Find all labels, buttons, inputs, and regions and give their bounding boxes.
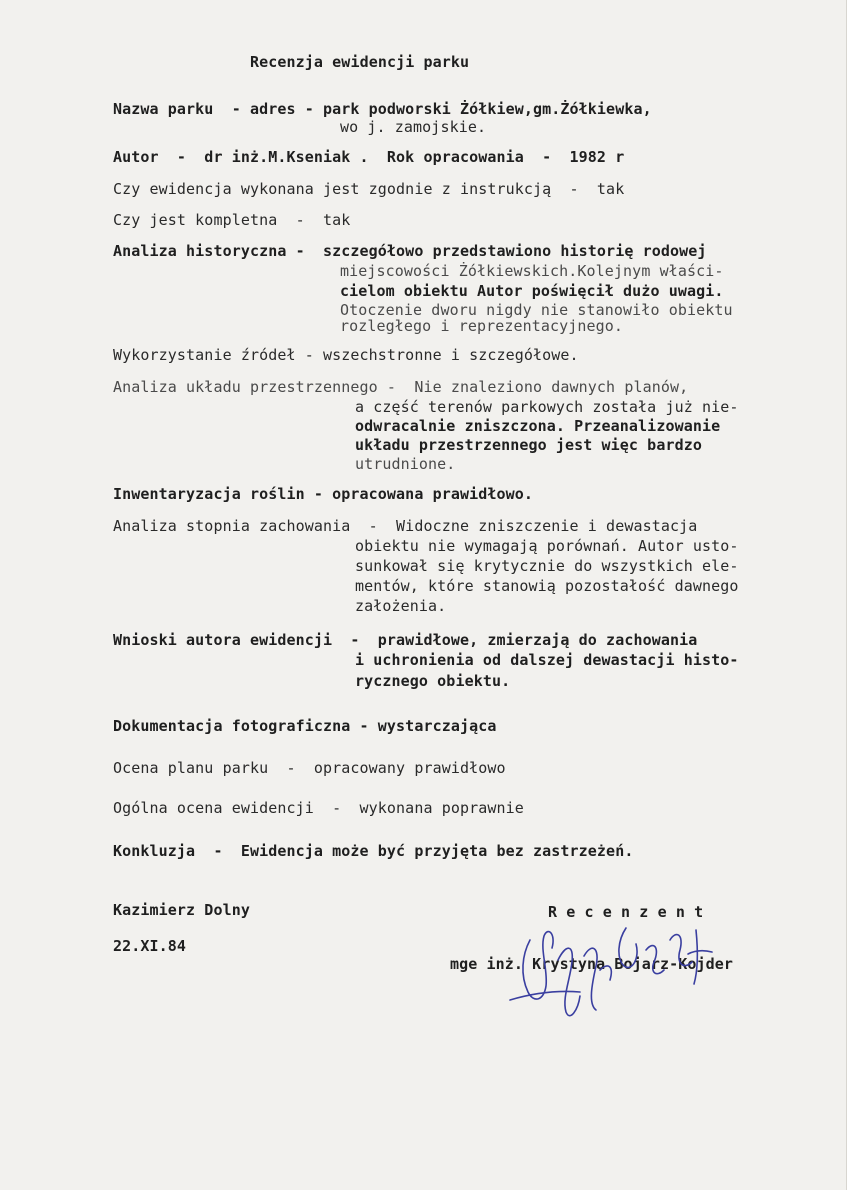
park-name-continuation: wo j. zamojskie. — [340, 118, 487, 136]
handwritten-signature — [500, 900, 720, 1030]
historical-analysis-line-5: rozległego i reprezentacyjnego. — [340, 317, 624, 335]
date-label: 22.XI.84 — [113, 937, 187, 955]
spatial-analysis-line-4: układu przestrzennego jest więc bardzo — [355, 436, 702, 454]
document-title: Recenzja ewidencji parku — [250, 53, 470, 71]
conclusions-line-2: i uchronienia od dalszej dewastacji histo- — [355, 651, 739, 669]
historical-analysis-line-3: cielom obiektu Autor poświęcił dużo uwagi. — [340, 282, 724, 300]
spatial-analysis-line-2: a część terenów parkowych została już nie- — [355, 398, 739, 416]
reviewer-label: R e c e n z e n t — [548, 903, 704, 921]
overall-assessment-line: Ogólna ocena ewidencji - wykonana poprawnie — [113, 799, 524, 817]
park-plan-line: Ocena planu parku - opracowany prawidłowo — [113, 759, 506, 777]
conclusions-line: Wnioski autora ewidencji - prawidłowe, zmierzają do zachowania — [113, 631, 698, 649]
spatial-analysis-line-5: utrudnione. — [355, 455, 456, 473]
preservation-analysis-line-5: założenia. — [355, 597, 447, 615]
place-label: Kazimierz Dolny — [113, 901, 250, 919]
preservation-analysis-line-3: sunkował się krytycznie do wszystkich ele- — [355, 557, 739, 575]
spatial-analysis-line-3: odwracalnie zniszczona. Przeanalizowanie — [355, 417, 721, 435]
plant-inventory-line: Inwentaryzacja roślin - opracowana prawidłowo. — [113, 485, 534, 503]
sources-line: Wykorzystanie źródeł - wszechstronne i szczegółowe. — [113, 346, 579, 364]
historical-analysis-line-2: miejscowości Żółkiewskich.Kolejnym właści- — [340, 262, 724, 280]
preservation-analysis-line-2: obiektu nie wymagają porównań. Autor usto- — [355, 537, 739, 555]
completeness-line: Czy jest kompletna - tak — [113, 211, 351, 229]
historical-analysis-line: Analiza historyczna - szczegółowo przedstawiono historię rodowej — [113, 242, 707, 260]
spatial-analysis-line: Analiza układu przestrzennego - Nie znaleziono dawnych planów, — [113, 378, 689, 396]
conclusions-line-3: rycznego obiektu. — [355, 672, 511, 690]
park-name-line: Nazwa parku - adres - park podworski Żółkiew,gm.Żółkiewka, — [113, 100, 652, 118]
author-line: Autor - dr inż.M.Kseniak . Rok opracowania - 1982 r — [113, 148, 625, 166]
preservation-analysis-line: Analiza stopnia zachowania - Widoczne zniszczenie i dewastacja — [113, 517, 698, 535]
photo-documentation-line: Dokumentacja fotograficzna - wystarczająca — [113, 717, 497, 735]
page-margin — [0, 1190, 850, 1199]
historical-analysis-line-4: Otoczenie dworu nigdy nie stanowiło obiektu — [340, 301, 733, 319]
reviewer-name: mge inż. Krystyna Bojarz-Kojder — [450, 955, 734, 973]
preservation-analysis-line-4: mentów, które stanowią pozostałość dawnego — [355, 577, 739, 595]
conclusion-line: Konkluzja - Ewidencja może być przyjęta bez zastrzeżeń. — [113, 842, 634, 860]
instruction-compliance-line: Czy ewidencja wykonana jest zgodnie z instrukcją - tak — [113, 180, 625, 198]
